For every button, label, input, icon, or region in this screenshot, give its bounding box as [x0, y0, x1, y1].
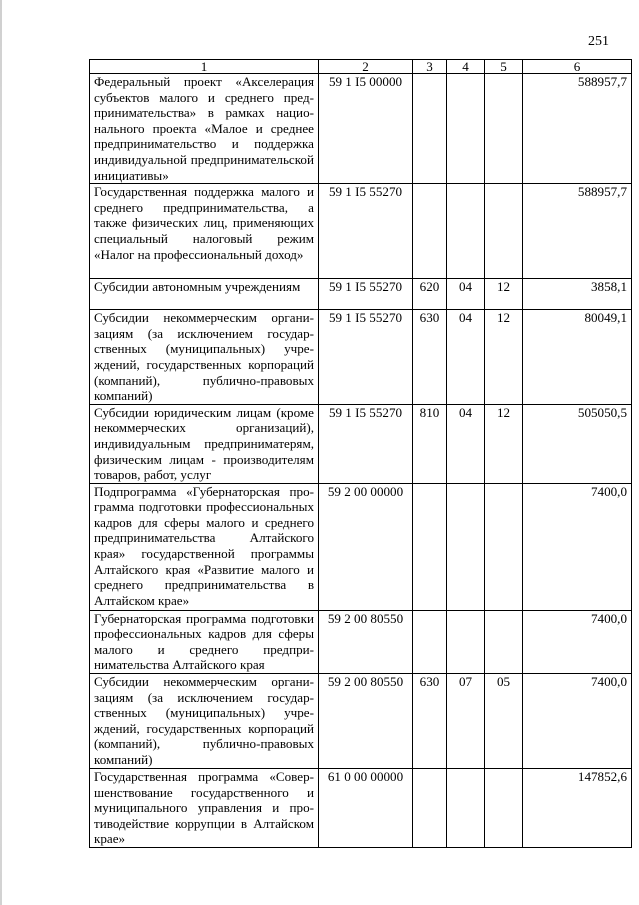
- row-code-cell: 59 1 I5 55270: [319, 279, 413, 310]
- row-col3-cell: 810: [413, 404, 447, 483]
- row-code-cell: 59 2 00 80550: [319, 610, 413, 673]
- row-col3-cell: 630: [413, 674, 447, 769]
- budget-table: [89, 59, 632, 848]
- row-code-cell: 61 0 00 00000: [319, 769, 413, 848]
- row-name-cell: Губернаторская программа подготовки профессиональных кадров для сферы малого и среднего предпринимательства Алтайского края: [90, 610, 319, 673]
- row-sum-cell: 7400,0: [523, 610, 632, 673]
- column-header-3: 3: [413, 60, 447, 74]
- row-col3-cell: [413, 184, 447, 279]
- row-sum-cell: 3858,1: [523, 279, 632, 310]
- row-sum-cell: 7400,0: [523, 674, 632, 769]
- row-col4-cell: [447, 769, 485, 848]
- row-col4-cell: [447, 184, 485, 279]
- row-col5-cell: [485, 74, 523, 184]
- table-row: [90, 310, 632, 405]
- column-header-5: 5: [485, 60, 523, 74]
- row-name-cell: Государственная программа «Совершенствование государственного и муниципального управления и противодействие коррупции в Алтайском крае»: [90, 769, 319, 848]
- row-name-cell: Субсидии некоммерческим организациям (за исключением государственных (муниципальных) учреждений, государственных корпораций (компаний), публично-правовых компаний): [90, 674, 319, 769]
- row-col4-cell: 04: [447, 279, 485, 310]
- row-code-cell: 59 1 I5 00000: [319, 74, 413, 184]
- row-code-cell: 59 1 I5 55270: [319, 310, 413, 405]
- table-row: [90, 610, 632, 673]
- row-name-cell: Федеральный проект «Акселерация субъектов малого и среднего предпринимательства» в рамках национального проекта «Малое и среднее предпринимательство и поддержка индивидуальной предпринимательской инициативы»: [90, 74, 319, 184]
- row-sum-cell: 588957,7: [523, 184, 632, 279]
- column-header-6: 6: [523, 60, 632, 74]
- row-col5-cell: 12: [485, 310, 523, 405]
- row-code-cell: 59 2 00 00000: [319, 483, 413, 610]
- row-sum-cell: 7400,0: [523, 483, 632, 610]
- row-name-cell: Субсидии автономным учреждениям: [90, 279, 319, 310]
- row-col5-cell: 12: [485, 279, 523, 310]
- column-header-1: 1: [90, 60, 319, 74]
- column-header-4: 4: [447, 60, 485, 74]
- table-row: [90, 483, 632, 610]
- table-row: [90, 404, 632, 483]
- row-code-cell: 59 2 00 80550: [319, 674, 413, 769]
- row-col3-cell: 630: [413, 310, 447, 405]
- row-col3-cell: [413, 769, 447, 848]
- table-row: [90, 279, 632, 310]
- row-col3-cell: [413, 483, 447, 610]
- row-sum-cell: 80049,1: [523, 310, 632, 405]
- row-col4-cell: [447, 483, 485, 610]
- row-name-cell: Субсидии некоммерческим организациям (за исключением государственных (муниципальных) учреждений, государственных корпораций (компаний), публично-правовых компаний): [90, 310, 319, 405]
- row-name-cell: Субсидии юридическим лицам (кроме некоммерческих организаций), индивидуальным предприниматерям, физическим лицам - производителям товаров, работ, услуг: [90, 404, 319, 483]
- page-number: 251: [588, 34, 609, 49]
- row-col4-cell: 07: [447, 674, 485, 769]
- row-col4-cell: [447, 74, 485, 184]
- row-col3-cell: [413, 74, 447, 184]
- row-sum-cell: 588957,7: [523, 74, 632, 184]
- column-header-2: 2: [319, 60, 413, 74]
- table-row: [90, 769, 632, 848]
- row-col5-cell: 12: [485, 404, 523, 483]
- row-col3-cell: 620: [413, 279, 447, 310]
- row-col4-cell: 04: [447, 310, 485, 405]
- row-col5-cell: [485, 483, 523, 610]
- row-name-cell: Государственная поддержка малого и среднего предпринимательства, а также физических лиц, применяющих специальный налоговый режим «Налог на профессиональный доход»: [90, 184, 319, 279]
- scan-edge: [0, 0, 2, 905]
- row-col3-cell: [413, 610, 447, 673]
- row-col5-cell: [485, 610, 523, 673]
- row-sum-cell: 147852,6: [523, 769, 632, 848]
- row-col5-cell: 05: [485, 674, 523, 769]
- row-code-cell: 59 1 I5 55270: [319, 404, 413, 483]
- row-col5-cell: [485, 184, 523, 279]
- table-body: [90, 60, 632, 848]
- row-col5-cell: [485, 769, 523, 848]
- row-name-cell: Подпрограмма «Губернаторская программа подготовки профессиональных кадров для сферы малого и среднего предпринимательства Алтайского края» государственной программы Алтайского края «Развитие малого и среднего предпринимательства в Алтайском крае»: [90, 483, 319, 610]
- row-sum-cell: 505050,5: [523, 404, 632, 483]
- table-row: [90, 674, 632, 769]
- table-row: [90, 74, 632, 184]
- row-code-cell: 59 1 I5 55270: [319, 184, 413, 279]
- row-col4-cell: 04: [447, 404, 485, 483]
- header-row: [90, 60, 632, 74]
- row-col4-cell: [447, 610, 485, 673]
- table-row: [90, 184, 632, 279]
